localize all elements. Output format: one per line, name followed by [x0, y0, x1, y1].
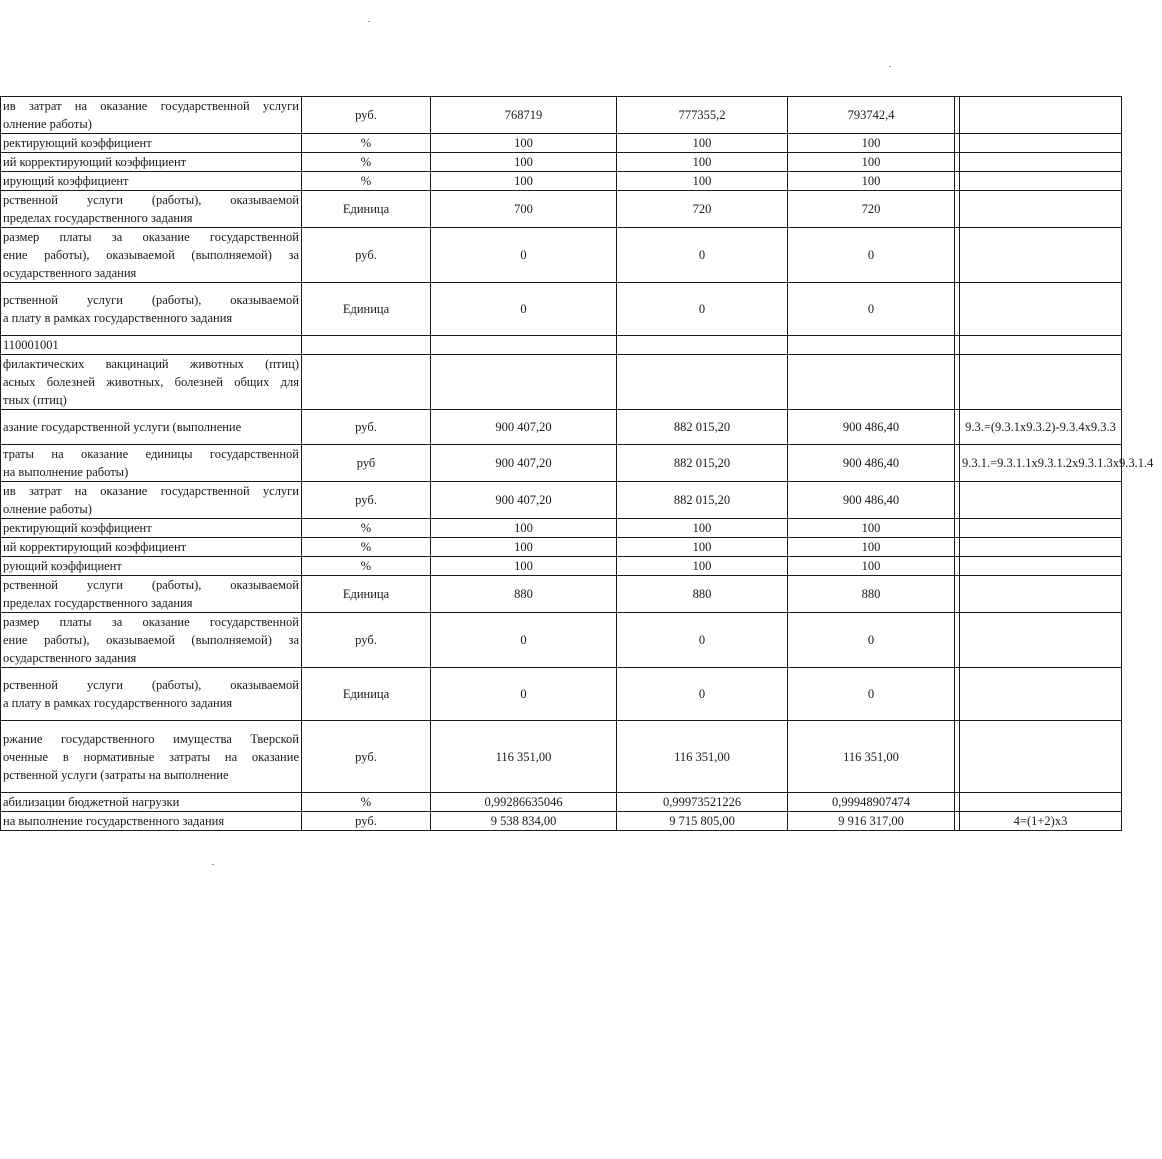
table-row: [1, 283, 1122, 336]
value-cell-year-1: 900 407,20: [431, 482, 617, 519]
unit-cell: [302, 336, 431, 355]
formula-note-cell: [960, 355, 1122, 410]
scan-speck: [889, 66, 891, 67]
description-line: а плату в рамках государственного задания: [3, 311, 233, 325]
table-row: [1, 482, 1122, 519]
unit-cell: Единица: [302, 191, 431, 228]
value-cell-year-3: 100: [788, 557, 955, 576]
value-cell-year-2: 9 715 805,00: [617, 812, 788, 831]
scan-speck: [212, 864, 214, 865]
description-line: осударственного задания: [3, 266, 137, 280]
unit-cell: %: [302, 793, 431, 812]
row-description: [1, 336, 302, 355]
value-cell-year-3: 793742,4: [788, 97, 955, 134]
value-cell-year-1: 100: [431, 153, 617, 172]
formula-note-cell: [960, 134, 1122, 153]
value-cell-year-3: [788, 336, 955, 355]
row-description: [1, 482, 302, 519]
budget-table-body: [1, 97, 1154, 831]
value-cell-year-1: 900 407,20: [431, 445, 617, 482]
row-description: [1, 613, 302, 668]
table-row: [1, 793, 1122, 812]
value-cell-year-1: 0: [431, 613, 617, 668]
formula-note-cell: 9.3.=(9.3.1х9.3.2)-9.3.4х9.3.3: [960, 410, 1122, 445]
value-cell-year-3: 100: [788, 134, 955, 153]
value-cell-year-2: 720: [617, 191, 788, 228]
value-cell-year-2: 116 351,00: [617, 721, 788, 793]
unit-cell: Единица: [302, 283, 431, 336]
value-cell-year-3: 900 486,40: [788, 482, 955, 519]
value-cell-year-3: 116 351,00: [788, 721, 955, 793]
value-cell-year-1: [431, 355, 617, 410]
value-cell-year-2: 0: [617, 228, 788, 283]
description-line: траты на оказание единицы государственной: [3, 447, 299, 461]
row-description: [1, 153, 302, 172]
formula-note-cell: [960, 576, 1122, 613]
value-cell-year-3: 0: [788, 613, 955, 668]
formula-note-cell: [960, 172, 1122, 191]
value-cell-year-2: 880: [617, 576, 788, 613]
description-line: рственной услуги (затраты на выполнение: [3, 767, 229, 782]
description-line: асных болезней животных, болезней общих для: [3, 375, 299, 389]
row-description: [1, 721, 302, 793]
row-description: [1, 812, 302, 831]
description-line: рственной услуги (работы), оказываемой: [3, 193, 299, 207]
value-cell-year-2: 0: [617, 613, 788, 668]
unit-cell: Единица: [302, 576, 431, 613]
row-description: [1, 228, 302, 283]
unit-cell: %: [302, 538, 431, 557]
formula-note-cell: [960, 721, 1122, 793]
unit-cell: %: [302, 172, 431, 191]
value-cell-year-2: 882 015,20: [617, 410, 788, 445]
value-cell-year-3: 100: [788, 153, 955, 172]
description-line: ив затрат на оказание государственной услуги: [3, 99, 299, 113]
description-line: ив затрат на оказание государственной услуги: [3, 484, 299, 498]
row-description: [1, 557, 302, 576]
unit-cell: руб: [302, 445, 431, 482]
unit-cell: %: [302, 557, 431, 576]
table-row: [1, 721, 1122, 793]
value-cell-year-1: 880: [431, 576, 617, 613]
value-cell-year-1: 116 351,00: [431, 721, 617, 793]
description-line: тных (птиц): [3, 393, 67, 407]
table-row: [1, 97, 1122, 134]
description-line: пределах государственного задания: [3, 211, 193, 225]
value-cell-year-3: 900 486,40: [788, 410, 955, 445]
value-cell-year-1: 9 538 834,00: [431, 812, 617, 831]
formula-note-cell: [960, 557, 1122, 576]
table-row: [1, 336, 1122, 355]
value-cell-year-2: 0,99973521226: [617, 793, 788, 812]
unit-cell: %: [302, 153, 431, 172]
row-description: [1, 134, 302, 153]
value-cell-year-1: 0: [431, 283, 617, 336]
value-cell-year-3: [788, 355, 955, 410]
description-line: ирующий коэффициент: [3, 174, 129, 188]
table-row: [1, 668, 1122, 721]
value-cell-year-2: 100: [617, 172, 788, 191]
description-line: рственной услуги (работы), оказываемой: [3, 293, 299, 307]
description-line: ректирующий коэффициент: [3, 136, 152, 150]
value-cell-year-2: 0: [617, 668, 788, 721]
value-cell-year-3: 0,99948907474: [788, 793, 955, 812]
table-row: [1, 812, 1122, 831]
value-cell-year-1: 768719: [431, 97, 617, 134]
value-cell-year-1: 0,99286635046: [431, 793, 617, 812]
description-line: ий корректирующий коэффициент: [3, 155, 187, 169]
row-description: [1, 793, 302, 812]
description-line: 110001001: [3, 338, 59, 352]
description-line: размер платы за оказание государственной: [3, 230, 299, 244]
value-cell-year-1: 100: [431, 519, 617, 538]
unit-cell: руб.: [302, 410, 431, 445]
budget-table: [0, 96, 1154, 831]
description-line: осударственного задания: [3, 651, 137, 665]
value-cell-year-3: 0: [788, 228, 955, 283]
table-row: [1, 355, 1122, 410]
value-cell-year-2: 777355,2: [617, 97, 788, 134]
table-row: [1, 172, 1122, 191]
value-cell-year-2: 100: [617, 519, 788, 538]
value-cell-year-1: 900 407,20: [431, 410, 617, 445]
row-description: [1, 668, 302, 721]
value-cell-year-1: 100: [431, 557, 617, 576]
value-cell-year-3: 0: [788, 283, 955, 336]
value-cell-year-3: 0: [788, 668, 955, 721]
value-cell-year-1: 0: [431, 668, 617, 721]
formula-note-cell: [960, 283, 1122, 336]
table-row: [1, 445, 1122, 482]
description-line: ение работы), оказываемой (выполняемой) за: [3, 633, 299, 647]
description-line: на выполнение государственного задания: [3, 814, 225, 828]
value-cell-year-1: 100: [431, 172, 617, 191]
unit-cell: %: [302, 519, 431, 538]
value-cell-year-1: [431, 336, 617, 355]
formula-note-cell: [960, 228, 1122, 283]
description-line: ение работы), оказываемой (выполняемой) за: [3, 248, 299, 262]
description-line: ржание государственного имущества Тверской: [3, 731, 299, 746]
row-description: [1, 191, 302, 228]
row-description: [1, 172, 302, 191]
table-row: [1, 228, 1122, 283]
description-line: олнение работы): [3, 502, 92, 516]
formula-note-cell: [960, 613, 1122, 668]
row-description: [1, 97, 302, 134]
value-cell-year-2: 100: [617, 538, 788, 557]
value-cell-year-3: 100: [788, 172, 955, 191]
table-row: [1, 613, 1122, 668]
value-cell-year-1: 700: [431, 191, 617, 228]
row-description: [1, 410, 302, 445]
unit-cell: Единица: [302, 668, 431, 721]
value-cell-year-1: 100: [431, 538, 617, 557]
row-description: [1, 576, 302, 613]
table-row: [1, 576, 1122, 613]
formula-note-cell: [960, 538, 1122, 557]
unit-cell: руб.: [302, 228, 431, 283]
value-cell-year-1: 100: [431, 134, 617, 153]
value-cell-year-2: 882 015,20: [617, 482, 788, 519]
table-row: [1, 191, 1122, 228]
row-description: [1, 538, 302, 557]
unit-cell: [302, 355, 431, 410]
description-line: на выполнение работы): [3, 465, 129, 479]
description-line: олнение работы): [3, 117, 92, 131]
formula-note-cell: [960, 191, 1122, 228]
value-cell-year-3: 720: [788, 191, 955, 228]
table-row: [1, 410, 1122, 445]
value-cell-year-1: 0: [431, 228, 617, 283]
description-line: ий корректирующий коэффициент: [3, 540, 187, 554]
table-row: [1, 519, 1122, 538]
table-row: [1, 557, 1122, 576]
unit-cell: %: [302, 134, 431, 153]
value-cell-year-3: 9 916 317,00: [788, 812, 955, 831]
table-row: [1, 538, 1122, 557]
table-row: [1, 134, 1122, 153]
table-row: [1, 153, 1122, 172]
description-line: пределах государственного задания: [3, 596, 193, 610]
formula-note-cell: [960, 336, 1122, 355]
row-description: [1, 445, 302, 482]
description-line: оченные в нормативные затраты на оказание: [3, 749, 299, 764]
description-line: ректирующий коэффициент: [3, 521, 152, 535]
description-line: рственной услуги (работы), оказываемой: [3, 578, 299, 592]
description-line: филактических вакцинаций животных (птиц): [3, 357, 299, 371]
formula-note-cell: [960, 153, 1122, 172]
value-cell-year-2: [617, 336, 788, 355]
description-line: азание государственной услуги (выполнение: [3, 420, 242, 434]
value-cell-year-2: 0: [617, 283, 788, 336]
value-cell-year-2: 100: [617, 153, 788, 172]
row-description: [1, 519, 302, 538]
formula-note-cell: [960, 97, 1122, 134]
description-line: абилизации бюджетной нагрузки: [3, 795, 180, 809]
row-description: [1, 283, 302, 336]
formula-note-cell: [960, 668, 1122, 721]
formula-note-cell: 9.3.1.=9.3.1.1х9.3.1.2х9.3.1.3х9.3.1.4: [960, 445, 1122, 482]
unit-cell: руб.: [302, 721, 431, 793]
unit-cell: руб.: [302, 482, 431, 519]
value-cell-year-3: 900 486,40: [788, 445, 955, 482]
description-line: рующий коэффициент: [3, 559, 122, 573]
unit-cell: руб.: [302, 613, 431, 668]
row-description: [1, 355, 302, 410]
scan-speck: [368, 21, 370, 22]
formula-note-cell: [960, 519, 1122, 538]
description-line: размер платы за оказание государственной: [3, 615, 299, 629]
formula-note-cell: 4=(1+2)х3: [960, 812, 1122, 831]
value-cell-year-2: [617, 355, 788, 410]
formula-note-cell: [960, 482, 1122, 519]
value-cell-year-3: 880: [788, 576, 955, 613]
formula-note-cell: [960, 793, 1122, 812]
description-line: а плату в рамках государственного задания: [3, 696, 233, 710]
value-cell-year-3: 100: [788, 538, 955, 557]
unit-cell: руб.: [302, 812, 431, 831]
description-line: рственной услуги (работы), оказываемой: [3, 678, 299, 692]
value-cell-year-2: 882 015,20: [617, 445, 788, 482]
value-cell-year-2: 100: [617, 134, 788, 153]
unit-cell: руб.: [302, 97, 431, 134]
value-cell-year-3: 100: [788, 519, 955, 538]
value-cell-year-2: 100: [617, 557, 788, 576]
